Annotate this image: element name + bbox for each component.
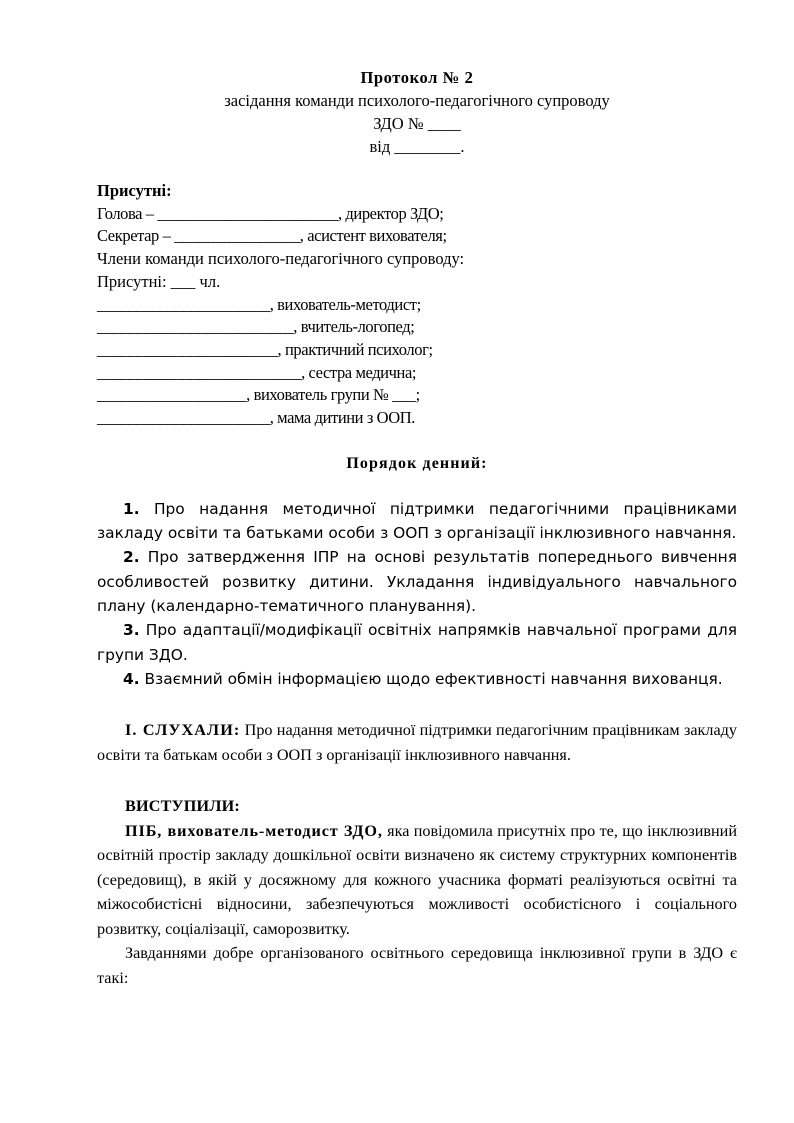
heard-section xyxy=(97,718,737,767)
attendee-row: _______________________, практичний психолог; xyxy=(97,339,433,359)
attendee-row: ______________________, вихователь-методист; xyxy=(97,294,421,314)
agenda-item xyxy=(97,667,737,691)
spoke-paragraph xyxy=(97,819,737,942)
attendee-row: ______________________, мама дитини з ООП. xyxy=(97,408,415,428)
agenda-item-number: 3. xyxy=(123,621,140,640)
heard-paragraph xyxy=(97,718,737,767)
attendee-row: _________________________, вчитель-логопед; xyxy=(97,317,415,337)
document-content xyxy=(97,0,737,990)
agenda-list xyxy=(97,497,737,691)
attendees-label: Присутні: xyxy=(97,181,172,200)
agenda-item-text: Про адаптації/модифікації освітніх напрямків навчальної програми для групи ЗДО. xyxy=(97,621,737,664)
spoke-section xyxy=(97,794,737,990)
protocol-subtitle: засідання команди психолого-педагогічного супроводу xyxy=(224,91,610,110)
attendee-secretary-line: Секретар – ________________, асистент вихователя; xyxy=(97,226,447,246)
attendee-count-line: Присутні: ___ чл. xyxy=(97,271,221,291)
speaker-name: ПІБ, вихователь-методист ЗДО, xyxy=(125,821,383,840)
attendee-row: ___________________, вихователь групи № ___; xyxy=(97,385,420,405)
agenda-item xyxy=(97,545,737,618)
protocol-title: Протокол № 2 xyxy=(360,68,474,87)
agenda-item-text: Взаємний обмін інформацією щодо ефективності навчання вихованця. xyxy=(139,669,723,688)
agenda-item-text: Про затвердження ІПР на основі результатів попереднього вивчення особливостей розвитку дитини. Укладання індивідуального навчального плану (календарно-тематичного планування). xyxy=(97,548,737,615)
agenda-item-text: Про надання методичної підтримки педагогічними працівниками закладу освіти та батьками особи з ООП з організації інклюзивного навчання. xyxy=(97,499,737,543)
heard-heading: І. СЛУХАЛИ: xyxy=(125,721,241,740)
agenda-item-number: 1. xyxy=(123,499,140,518)
document-header xyxy=(97,66,737,158)
heard-text: Про надання методичної підтримки педагогічним працівникам закладу освіти та батькам особи з ООП з організації інклюзивного навчання. xyxy=(97,721,737,764)
team-members-label: Члени команди психолого-педагогічного супроводу: xyxy=(97,249,465,269)
attendee-chair-line: Голова – _______________________, директор ЗДО; xyxy=(97,203,444,223)
speech-text: яка повідомила присутніх про те, що інклюзивний освітній простір закладу дошкільної освіти визначено як систему структурних компонентів (середовищ), в якій у досяжному для кожного учасника форматі реалізуються освітні та міжособистісні відносини, забезпечуються можливості особистісного і соціального розвитку, соціалізації, саморозвитку. xyxy=(97,821,738,938)
date-line: від ________. xyxy=(369,137,465,156)
agenda-title: Порядок денний: xyxy=(346,454,488,472)
attendees-section xyxy=(97,180,737,430)
spoke-heading: ВИСТУПИЛИ: xyxy=(125,797,240,816)
agenda-item-number: 2. xyxy=(123,548,140,567)
spacer xyxy=(97,767,737,794)
agenda-item-number: 4. xyxy=(123,669,140,688)
institution-number-line: ЗДО № ____ xyxy=(373,114,461,133)
agenda-item xyxy=(97,618,737,667)
spacer xyxy=(97,691,737,718)
tasks-intro-paragraph: Завданнями добре організованого освітнього середовища інклюзивної групи в ЗДО є такі: xyxy=(97,944,737,987)
attendee-row: __________________________, сестра медична; xyxy=(97,362,417,382)
agenda-item xyxy=(97,497,737,546)
